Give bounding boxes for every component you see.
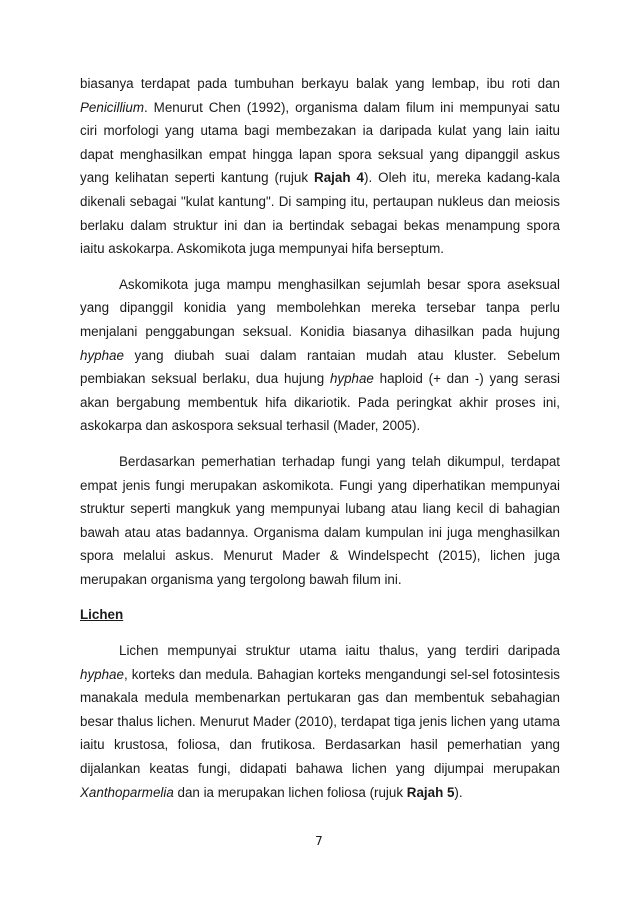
text-run: yang diubah suai dalam rantaian mudah atau kluster. Sebelum pembiakan seksual berlaku, dua hujung [80, 347, 560, 387]
paragraph [80, 72, 560, 261]
body-text [80, 72, 560, 816]
paragraph [80, 273, 560, 438]
text-run: dan ia merupakan lichen foliosa (rujuk [173, 784, 407, 800]
bold-text: Rajah 4 [314, 170, 364, 186]
paragraph [80, 639, 560, 804]
italic-text: Xanthoparmelia [80, 784, 174, 800]
text-run: ). Oleh itu, mereka kadang-kala dikenali sebagai "kulat kantung". Di samping itu, pertaupan nukleus dan meiosis berlaku dalam struktur ini dan ia bertindak sebagai bekas menampung spora iaitu askokarpa. Askomikota juga mempunyai hifa berseptum. [80, 170, 560, 257]
italic-text: hyphae [80, 666, 124, 682]
page-number: 7 [315, 834, 323, 848]
section-heading: Lichen [80, 607, 124, 623]
paragraph-group [80, 639, 560, 804]
text-run: , korteks dan medula. Bahagian korteks mengandungi sel-sel fotosintesis manakala medula membenarkan pertukaran gas dan membentuk sebahagian besar thalus lichen. Menurut Mader (2010), terdapat tiga jenis lichen yang utama iaitu krustosa, foliosa, dan frutikosa. Berdasarkan hasil pemerhatian yang dijalankan keatas fungi, didapati bahawa lichen yang dijumpai merupakan [80, 666, 560, 777]
text-run: Askomikota juga mampu menghasilkan sejumlah besar spora aseksual yang dipanggil konidia yang membolehkan mereka tersebar tanpa perlu menjalani penggabungan seksual. Konidia biasanya dihasilkan pada hujung [80, 276, 560, 339]
paragraph-group [80, 72, 560, 591]
text-run: ). [454, 784, 463, 800]
text-run: biasanya terdapat pada tumbuhan berkayu balak yang lembap, ibu roti dan [80, 76, 560, 91]
text-run: Lichen mempunyai struktur utama iaitu thalus, yang terdiri daripada [119, 643, 560, 659]
bold-text: Rajah 5 [406, 784, 455, 800]
italic-text: hyphae [80, 347, 124, 363]
italic-text: hyphae [329, 371, 374, 387]
italic-text: Penicillium [80, 99, 144, 115]
text-run: . Menurut Chen (1992), organisma dalam filum ini mempunyai satu ciri morfologi yang utama bagi membezakan ia daripada kulat yang lain iaitu dapat menghasilkan empat hingga lapan spora seksual yang dipanggil askus yang kelihatan seperti kantung (rujuk [80, 99, 560, 186]
paragraph [80, 450, 560, 592]
text-run: haploid (+ dan -) yang serasi akan bergabung membentuk hifa dikariotik. Pada peringkat akhir proses ini, askokarpa dan askospora seksual terhasil (Mader, 2005). [80, 371, 560, 434]
text-run: Berdasarkan pemerhatian terhadap fungi yang telah dikumpul, terdapat empat jenis fungi merupakan askomikota. Fungi yang diperhatikan mempunyai struktur seperti mangkuk yang mempunyai lubang atau liang kecil di bahagian bawah atau atas badannya. Organisma dalam kumpulan ini juga menghasilkan spora melalui askus. Menurut Mader & Windelspecht (2015), lichen juga merupakan organisma yang tergolong bawah filum ini. [80, 453, 560, 587]
